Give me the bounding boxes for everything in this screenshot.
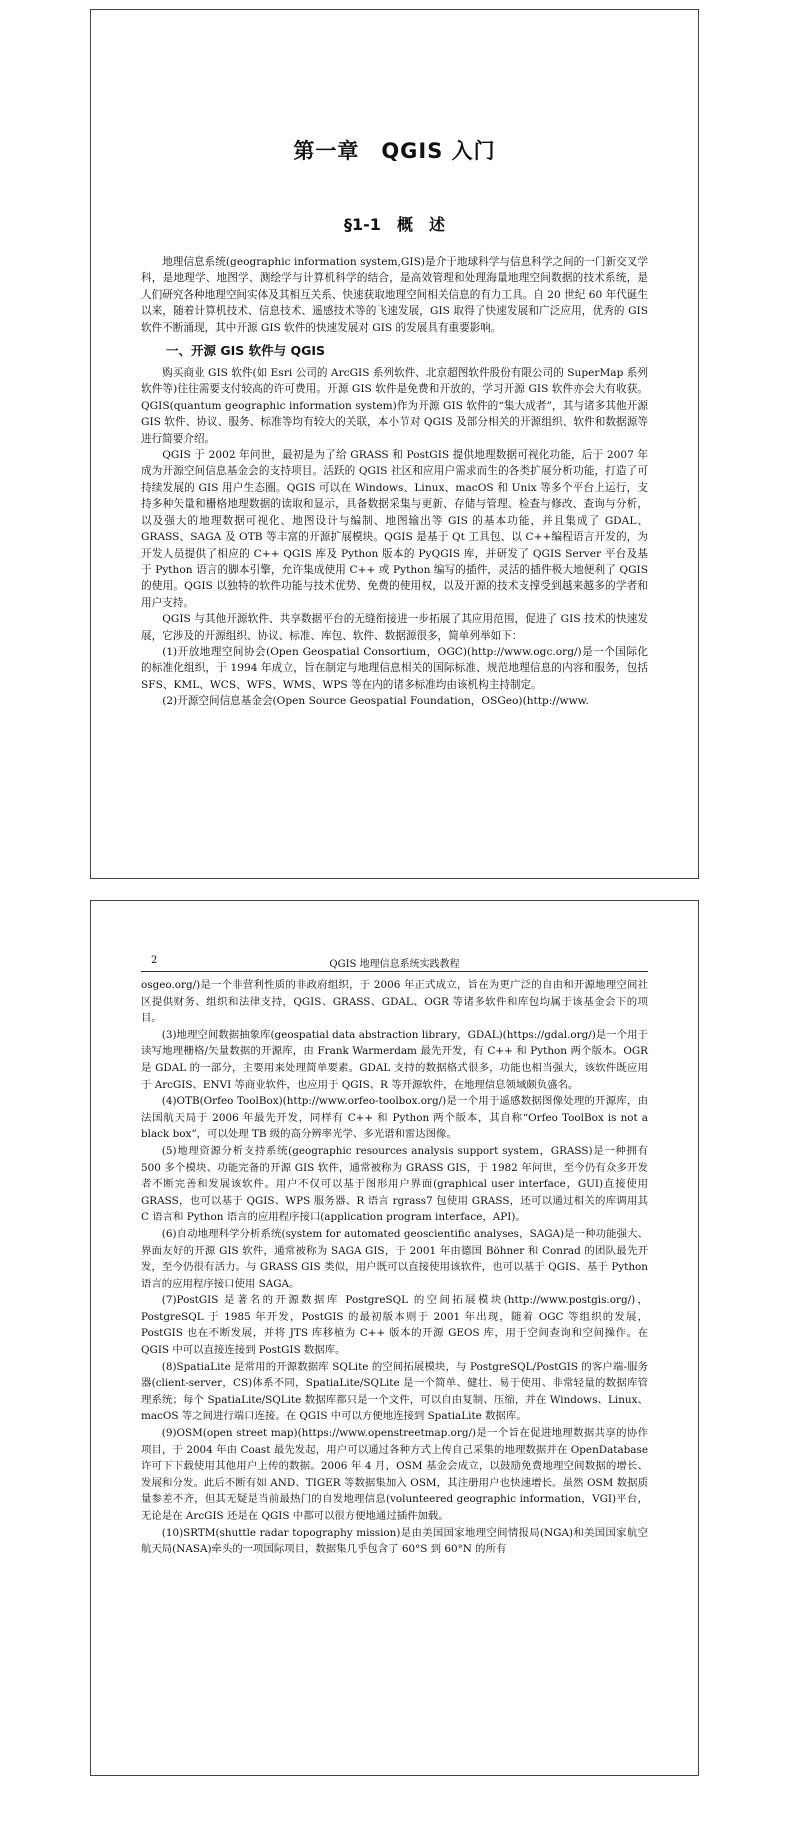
paragraph: 购买商业 GIS 软件(如 Esri 公司的 ArcGIS 系列软件、北京超图软件股份有限公司的 SuperMap 系列软件等)往往需要支付较高的许可费用。开源 GIS 软件是免费和开放的，学习开源 GIS 软件亦会大有收获。QGIS(quantum geographic information system)作为开源 GIS 软件的“集大成者”，其与诸多其他开源 GIS 软件、协议、服务、标准等均有较大的关联，本小节对 QGIS 及部分相关的开源组织、软件和数据源等进行简要介绍。 <box>141 367 648 445</box>
book-page-1 <box>90 9 699 879</box>
paragraph: QGIS 于 2002 年问世，最初是为了给 GRASS 和 PostGIS 提供地理数据可视化功能，后于 2007 年成为开源空间信息基金会的支持项目。活跃的 QGIS 社区和应用户需求而生的各类扩展分析功能，打造了可持续发展的 GIS 用户生态圈。QGIS 可以在 Windows、Linux、macOS 和 Unix 等多个平台上运行，支持多种矢量和栅格地理数据的读取和显示，具备数据采集与更新、存储与管理、检查与修改、查询与分析，以及强大的地理数据可视化、地图设计与编制、地图输出等 GIS 的基本功能，并且集成了 GDAL、GRASS、SAGA 及 OTB 等丰富的开源扩展模块。QGIS 是基于 Qt 工具包、以 C++编程语言开发的，为开发人员提供了相应的 C++ QGIS 库及 Python 版本的 PyQGIS 库，并研发了 QGIS Server 平台及基于 Python 语言的脚本引擎，允许集成使用 C++ 或 Python 编写的插件，灵活的插件极大地便利了 QGIS 的使用。QGIS 以独特的软件功能与技术优势、免费的使用权，以及开源的技术支撑受到越来越多的学者和用户支持。 <box>141 449 648 609</box>
list-item: (7)PostGIS 是著名的开源数据库 PostgreSQL 的空间拓展模块(http://www.postgis.org/)，PostgreSQL 于 1985 年开发，PostGIS 的最初版本则于 2001 年出现，随着 OGC 等组织的发展，PostGIS 也在不断发展，并将 JTS 库移植为 C++ 版本的开源 GEOS 库，用于空间查询和空间操作。在 QGIS 中可以直接连接到 PostGIS 数据库。 <box>141 1294 648 1357</box>
list-item: (8)SpatiaLite 是常用的开源数据库 SQLite 的空间拓展模块，与 PostgreSQL/PostGIS 的客户端-服务器(client-server，CS)体系不同，SpatiaLite/SQLite 是一个简单、健壮、易于使用、非常轻量的数据库管理系统；每个 SpatiaLite/SQLite 数据库都只是一个文件，可以自由复制、压缩，并在 Windows、Linux、macOS 等之间进行端口连接。在 QGIS 中可以方便地连接到 SpatiaLite 数据库。 <box>141 1360 648 1423</box>
list-item: (5)地理资源分析支持系统(geographic resources analysis support system，GRASS)是一种拥有 500 多个模块、功能完备的开源 GIS 软件，通常被称为 GRASS GIS，于 1982 年问世，至今仍有众多开发者不断完善和发展该软件。用户不仅可以基于图形用户界面(graphical user interface，GUI)直接使用 GRASS，也可以基于 QGIS、WPS 服务器、R 语言 rgrass7 包使用 GRASS，还可以通过相关的库调用其 C 语言和 Python 语言的应用程序接口(application program interface，API)。 <box>141 1144 648 1224</box>
chapter-title: 第一章 QGIS 入门 <box>293 139 496 163</box>
list-item: (4)OTB(Orfeo ToolBox)(http://www.orfeo-toolbox.org/)是一个用于遥感数据图像处理的开源库，由法国航天局于 2006 年最先开发，同样有 C++ 和 Python 两个版本，其自称“Orfeo ToolBox is not a black box”，可以处理 TB 级的高分辨率光学、多光谱和雷达图像。 <box>141 1095 648 1141</box>
running-title: QGIS 地理信息系统实践教程 <box>329 959 460 970</box>
page-1-body <box>141 254 648 710</box>
list-item-continued: osgeo.org/)是一个非营利性质的非政府组织，于 2006 年正式成立，旨在为更广泛的自由和开源地理空间社区提供财务、组织和法律支持，QGIS、GRASS、GDAL、OGR 等诸多软件和库包均属于该基金会下的项目。 <box>141 979 648 1025</box>
list-item: (3)地理空间数据抽象库(geospatial data abstraction library，GDAL)(https://gdal.org/)是一个用于读写地理栅格/矢量数据的开源库，由 Frank Warmerdam 最先开发，有 C++ 和 Python 两个版本。OGR 是 GDAL 的一部分，主要用来处理简单要素。GDAL 支持的数据格式很多，功能也相当强大，该软件既应用于 ArcGIS、ENVI 等商业软件，也应用于 QGIS、R 等开源软件，在地理信息领域颇负盛名。 <box>141 1028 648 1091</box>
list-item: (2)开源空间信息基金会(Open Source Geospatial Foundation，OSGeo)(http://www. <box>162 695 589 708</box>
section-title: §1-1 概 述 <box>344 215 445 234</box>
paragraph: QGIS 与其他开源软件、共享数据平台的无缝衔接进一步拓展了其应用范围，促进了 GIS 技术的快速发展，它涉及的开源组织、协议、标准、库包、软件、数据源很多，简单列举如下： <box>141 613 648 642</box>
list-item: (10)SRTM(shuttle radar topography mission)是由美国国家地理空间情报局(NGA)和美国国家航空航天局(NASA)牵头的一项国际项目，数据集几乎包含了 60°S 到 60°N 的所有 <box>141 1526 648 1556</box>
page-number: 2 <box>151 955 158 966</box>
book-page-2 <box>90 900 699 1776</box>
list-item: (6)自动地理科学分析系统(system for automated geoscientific analyses，SAGA)是一种功能强大、界面友好的开源 GIS 软件，通常被称为 SAGA GIS，于 2001 年由德国 Böhner 和 Conrad 的团队最先开发，至今仍很有活力。与 GRASS GIS 类似，用户既可以直接使用该软件，也可以基于 QGIS、基于 Python 语言的应用程序接口使用 SAGA。 <box>141 1227 648 1290</box>
intro-paragraph: 地理信息系统(geographic information system,GIS)是介于地球科学与信息科学之间的一门新交叉学科，是地理学、地图学、测绘学与计算机科学的结合，是高效管理和处理海量地理空间数据的技术系统，是人们研究各种地理空间实体及其相互关系、快速获取地理空间相关信息的有力工具。自 20 世纪 60 年代诞生以来，随着计算机技术、信息技术、遥感技术等的飞速发展，GIS 取得了快速发展和广泛应用，优秀的 GIS 软件不断涌现，其中开源 GIS 软件的快速发展对 GIS 的发展具有重要影响。 <box>141 256 648 334</box>
running-header <box>141 955 648 972</box>
page-2-body <box>141 977 648 1558</box>
subsection-heading: 一、开源 GIS 软件与 QGIS <box>166 343 326 359</box>
list-item: (9)OSM(open street map)(https://www.openstreetmap.org/)是一个旨在促进地理数据共享的协作项目，于 2004 年由 Coast 最先发起，用户可以通过各种方式上传自己采集的地理数据并在 OpenDatabase 许可下下载使用其他用户上传的数据。2006 年 4 月，OSM 基金会成立，以鼓励免费地理空间数据的增长、发展和分发。此后不断有如 AND、TIGER 等数据集加入 OSM，其注册用户也快速增长。虽然 OSM 数据质量参差不齐，但其无疑是当前最热门的自发地理信息(volunteered geographic information，VGI)平台，无论是在 ArcGIS 还是在 QGIS 中都可以很方便地通过插件加载。 <box>141 1427 648 1522</box>
list-item: (1)开放地理空间协会(Open Geospatial Consortium，OGC)(http://www.ogc.org/)是一个国际化的标准化组织，于 1994 年成立，旨在制定与地理信息相关的国际标准、规范地理信息的内容和服务，包括 SFS、KML、WCS、WFS、WMS、WPS 等在内的诸多标准均由该机构主持制定。 <box>141 645 648 691</box>
